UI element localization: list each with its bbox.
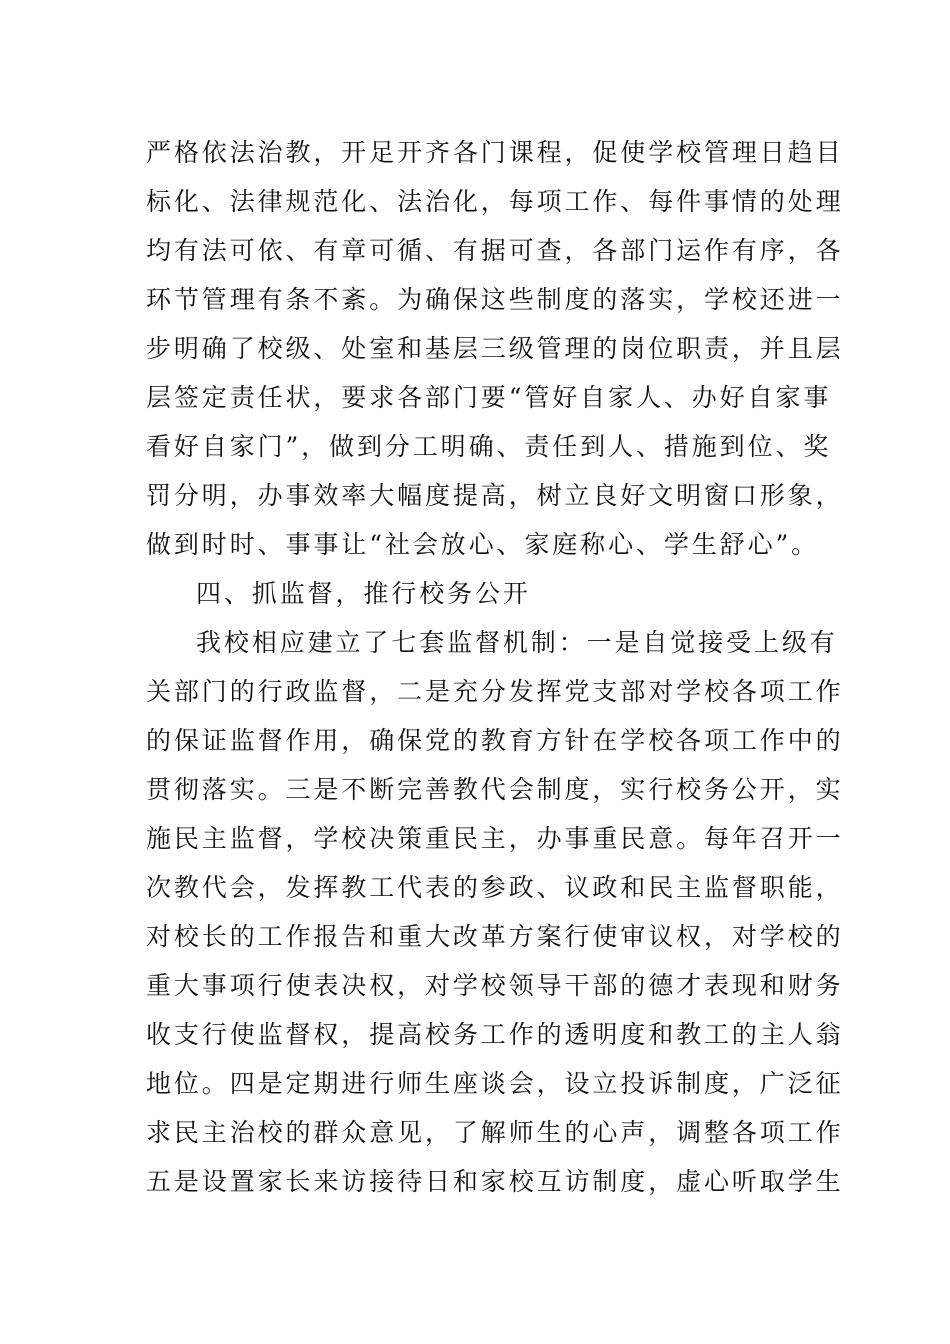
body-line: 五是设置家长来访接待日和家校互访制度，虚心听取学生	[146, 1167, 844, 1196]
body-line: 标化、法律规范化、法治化，每项工作、每件事情的处理	[146, 187, 844, 216]
body-line: 层签定责任状，要求各部门要“管好自家人、办好自家事	[146, 383, 832, 412]
body-line: 罚分明，办事效率大幅度提高，树立良好文明窗口形象，	[146, 481, 844, 510]
body-line: 施民主监督，学校决策重民主，办事重民意。每年召开一	[146, 824, 844, 853]
body-line: 地位。四是定期进行师生座谈会，设立投诉制度，广泛征	[146, 1069, 844, 1098]
body-line: 的保证监督作用，确保党的教育方针在学校各项工作中的	[146, 726, 844, 755]
body-line: 环节管理有条不紊。为确保这些制度的落实，学校还进一	[146, 285, 844, 314]
body-line: 对校长的工作报告和重大改革方案行使审议权，对学校的	[146, 922, 844, 951]
body-line: 关部门的行政监督，二是充分发挥党支部对学校各项工作	[146, 677, 844, 706]
body-line: 步明确了校级、处室和基层三级管理的岗位职责，并且层	[146, 334, 844, 363]
body-line: 做到时时、事事让“社会放心、家庭称心、学生舒心”。	[146, 530, 820, 559]
document-body	[146, 128, 844, 1206]
body-line: 看好自家门”，做到分工明确、责任到人、措施到位、奖	[146, 432, 832, 461]
section-heading: 四、抓监督，推行校务公开	[196, 579, 531, 608]
body-line: 次教代会，发挥教工代表的参政、议政和民主监督职能，	[146, 873, 844, 902]
body-line: 严格依法治教，开足开齐各门课程，促使学校管理日趋目	[146, 138, 844, 167]
body-line: 均有法可依、有章可循、有据可查，各部门运作有序，各	[146, 236, 844, 265]
body-line: 收支行使监督权，提高校务工作的透明度和教工的主人翁	[146, 1020, 844, 1049]
body-line: 求民主治校的群众意见，了解师生的心声，调整各项工作	[146, 1118, 844, 1147]
paragraph-first-line: 我校相应建立了七套监督机制：一是自觉接受上级有	[196, 628, 838, 657]
body-line: 贯彻落实。三是不断完善教代会制度，实行校务公开，实	[146, 775, 844, 804]
body-line: 重大事项行使表决权，对学校领导干部的德才表现和财务	[146, 971, 844, 1000]
